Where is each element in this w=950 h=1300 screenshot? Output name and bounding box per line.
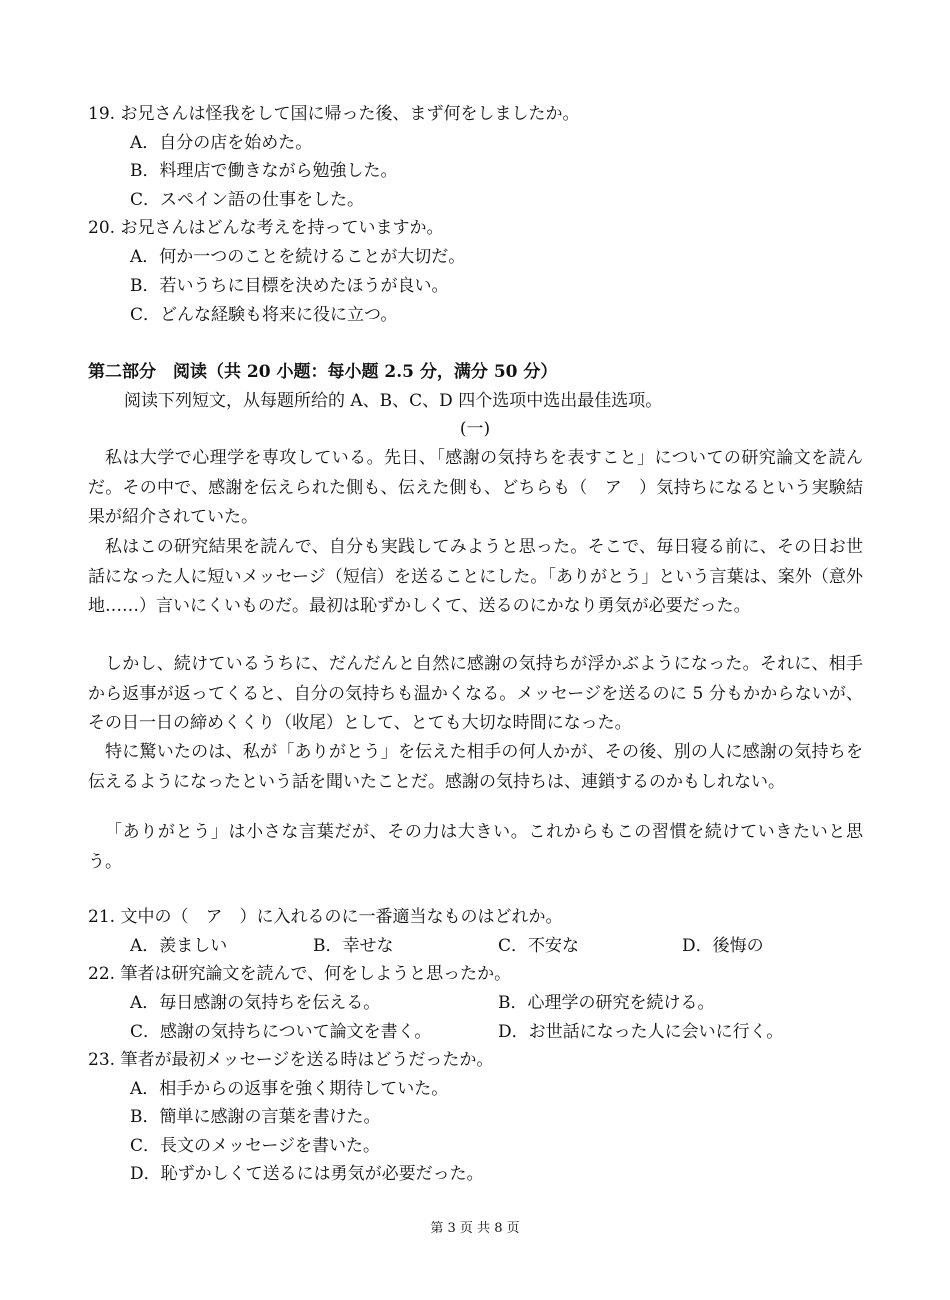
q21-option-c: C．不安な	[498, 936, 580, 956]
passage-paragraph-2: 私はこの研究結果を読んで、自分も実践してみようと思った。そこで、毎日寝る前に、その日お世話になった人に短いメッセージ（短信）を送ることにした。「ありがとう」という言葉は、案外（意外地……）言いにくいものだ。最初は恥ずかしくて、送るのにかなり勇気が必要だった。	[88, 537, 863, 616]
q23-option-d: D．恥ずかしくて送るには勇気が必要だった。	[130, 1164, 484, 1184]
q21-option-a: A．羨ましい	[130, 936, 228, 956]
question-20: 20. お兄さんはどんな考えを持っていますか。	[88, 218, 444, 238]
q22-option-b: B．心理学の研究を続ける。	[498, 993, 715, 1013]
section-instruction: 阅读下列短文，从每题所给的 A、B、C、D 四个选项中选出最佳选项。	[124, 391, 663, 411]
q19-option-a: A．自分の店を始めた。	[130, 133, 313, 153]
q20-option-c: C．どんな経験も将来に役に立つ。	[130, 305, 398, 325]
passage-paragraph-5: 「ありがとう」は小さな言葉だが、その力は大きい。これからもこの習慣を続けていきたいと思う。	[88, 822, 863, 872]
q22-option-a: A．毎日感謝の気持ちを伝える。	[130, 993, 381, 1013]
question-21: 21. 文中の（ ア ）に入れるのに一番適当なものはどれか。	[88, 907, 563, 927]
q21-option-d: D．後悔の	[682, 936, 764, 956]
question-23: 23. 筆者が最初メッセージを送る時はどうだったか。	[88, 1050, 494, 1070]
q20-option-a: A．何か一つのことを続けることが大切だ。	[130, 247, 466, 267]
q19-option-b: B．料理店で働きながら勉強した。	[130, 161, 398, 181]
passage-paragraph-4: 特に驚いたのは、私が「ありがとう」を伝えた相手の何人かが、その後、別の人に感謝の気持ちを伝えるようになったという話を聞いたことだ。感謝の気持ちは、連鎖するのかもしれない。	[88, 742, 863, 792]
section-heading: 第二部分 阅读（共 20 小题：每小题 2.5 分，满分 50 分）	[88, 362, 558, 382]
q22-option-d: D．お世話になった人に会いに行く。	[498, 1022, 784, 1042]
q19-option-c: C．スペイン語の仕事をした。	[130, 190, 365, 210]
q23-option-b: B．簡単に感謝の言葉を書けた。	[130, 1107, 381, 1127]
q23-option-c: C．長文のメッセージを書いた。	[130, 1136, 380, 1156]
passage-paragraph-3: しかし、続けているうちに、だんだんと自然に感謝の気持ちが浮かぶようになった。それに、相手から返事が返ってくると、自分の気持ちも温かくなる。メッセージを送るのに 5 分もかからないが、その日一日の締めくくり（收尾）として、とても大切な時間になった。	[88, 654, 863, 733]
q22-option-c: C．感謝の気持ちについて論文を書く。	[130, 1022, 432, 1042]
question-22: 22. 筆者は研究論文を読んで、何をしようと思ったか。	[88, 964, 512, 984]
q21-option-b: B．幸せな	[313, 936, 394, 956]
page-footer: 第 3 页 共 8 页	[430, 1221, 520, 1236]
q23-option-a: A．相手からの返事を強く期待していた。	[130, 1079, 449, 1099]
passage-number: (一)	[459, 419, 491, 439]
passage-paragraph-1: 私は大学で心理学を専攻している。先日、「感謝の気持ちを表すこと」についての研究論文を読んだ。その中で、感謝を伝えられた側も、伝えた側も、どちらも（ ア ）気持ちになるという実験結果が紹介されていた。	[88, 448, 863, 527]
question-19: 19. お兄さんは怪我をして国に帰った後、まず何をしましたか。	[88, 104, 580, 124]
q20-option-b: B．若いうちに目標を決めたほうが良い。	[130, 276, 449, 296]
